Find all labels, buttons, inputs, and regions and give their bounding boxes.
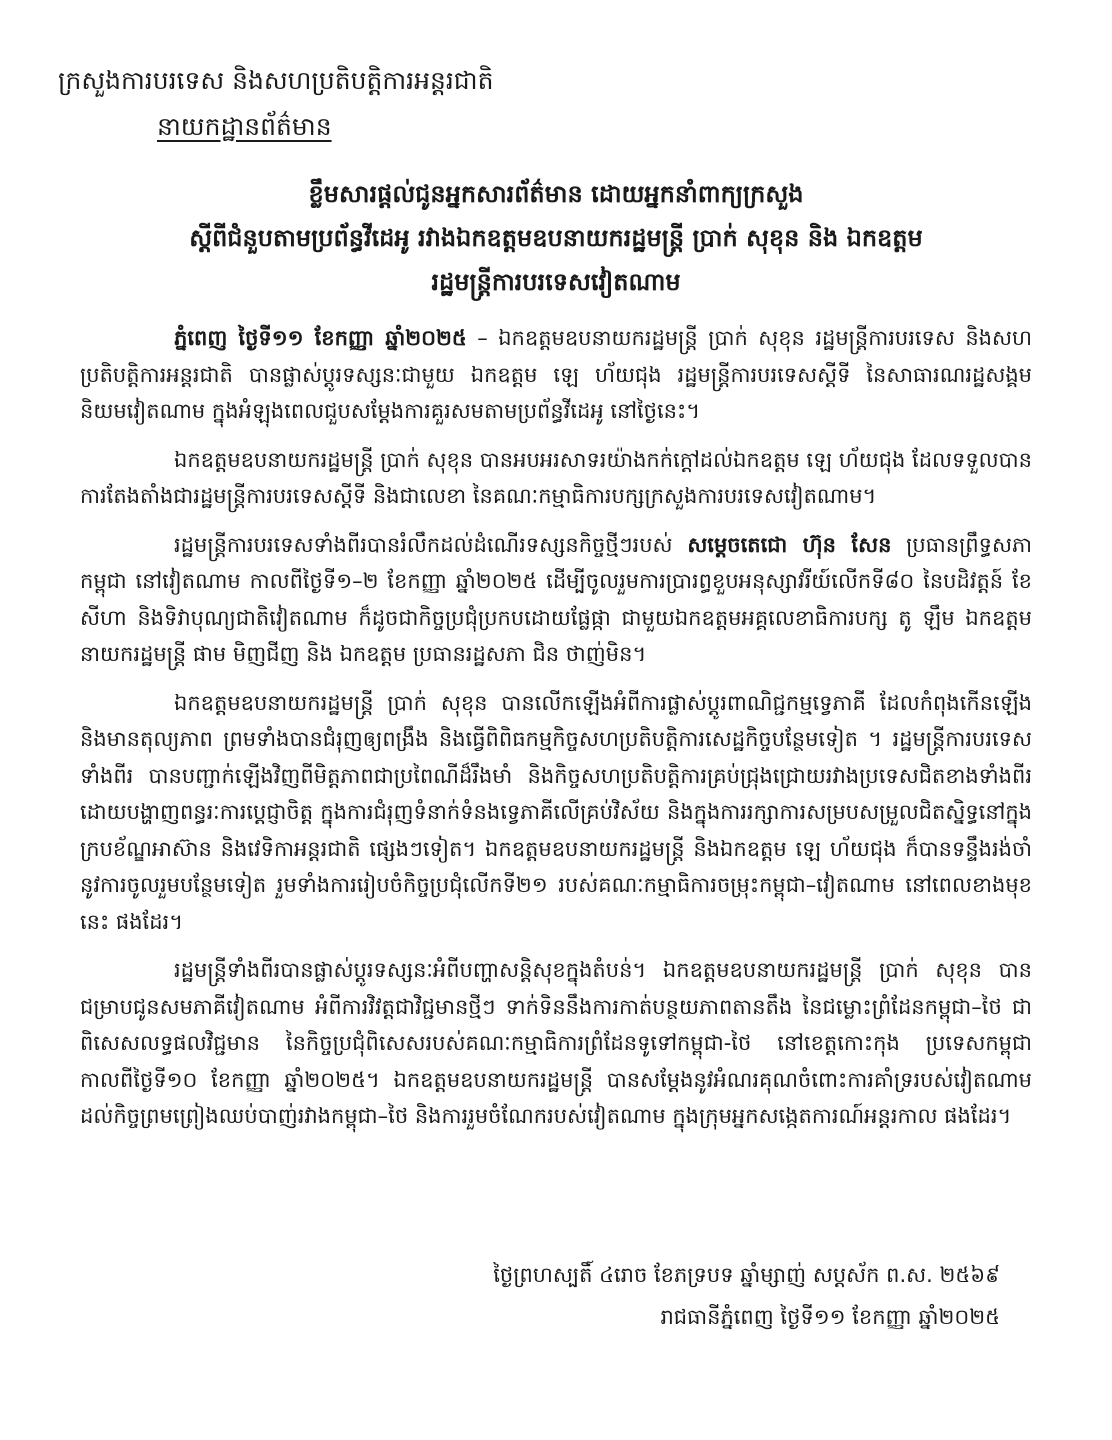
paragraph-1-text: – ឯកឧត្តមឧបនាយករដ្ឋមន្ត្រី ប្រាក់ សុខុន រដ្ឋមន្ត្រីការបរទេស និងសហប្រតិបត្តិការអន្តរជាតិ បានផ្លាស់ប្តូរទស្សនៈជាមួយ ឯកឧត្តម ឡេ ហ័យជុង រដ្ឋមន្ត្រីការបរទេសស្តីទី នៃសាធារណរដ្ឋសង្គមនិយមវៀតណាម ក្នុងអំឡុងពេលជួបសម្តែងការគួរសមតាមប្រព័ន្ធវីដេអូ នៅថ្ងៃនេះ។	[80, 326, 1032, 423]
title-line-3: រដ្ឋមន្ត្រីការបរទេសវៀតណាម	[431, 268, 681, 296]
paragraph-4: ឯកឧត្តមឧបនាយករដ្ឋមន្ត្រី ប្រាក់ សុខុន បានលើកឡើងអំពីការផ្លាស់ប្តូរពាណិជ្ជកម្មទ្វេភាគី ដែលកំពុងកើនឡើង និងមានតុល្យភាព ព្រមទាំងបានជំរុញឲ្យពង្រឹង និងធ្វើពិពិធកម្មកិច្ចសហប្រតិបត្តិការសេដ្ឋកិច្ចបន្ថែមទៀត ។ រដ្ឋមន្ត្រីការបរទេសទាំងពីរ បានបញ្ជាក់ឡើងវិញពីមិត្តភាពជាប្រពៃណីដ៏រឹងមាំ និងកិច្ចសហប្រតិបត្តិការគ្រប់ជ្រុងជ្រោយរវាងប្រទេសជិតខាងទាំងពីរ ដោយបង្ហាញពន្ធរៈការប្តេជ្ញាចិត្ត ក្នុងការជំរុញទំនាក់ទំនងទ្វេភាគីលើគ្រប់វិស័យ និងក្នុងការរក្សាការសម្របសម្រួលជិតស្និទ្ធនៅក្នុងក្របខ័ណ្ឌអាស៊ាន និងវេទិកាអន្តរជាតិ ផ្សេងៗទៀត។ ឯកឧត្តមឧបនាយករដ្ឋមន្ត្រី និងឯកឧត្តម ឡេ ហ័យជុង ក៏បានទន្ទឹងរង់ចាំនូវការចូលរួមបន្ថែមទៀត រួមទាំងការរៀបចំកិច្ចប្រជុំលើកទី២១ របស់គណៈកម្មាធិការចម្រុះកម្ពុជា–វៀតណាម នៅពេលខាងមុខនេះ ផងដែរ។	[80, 690, 1032, 934]
document-body	[80, 320, 1032, 1147]
title-line-2: ស្តីពីជំនួបតាមប្រព័ន្ធវីដេអូ រវាងឯកឧត្តមឧបនាយករដ្ឋមន្ត្រី ប្រាក់ សុខុន និង ឯកឧត្តម	[189, 224, 923, 252]
paragraph-1	[80, 320, 1032, 430]
paragraph-3	[80, 527, 1032, 673]
lunar-date: ថ្ងៃព្រហស្បតិ៍ ៤រោច ខែភទ្របទ ឆ្នាំម្សាញ់ សប្តស័ក ព.ស. ២៥៦៩	[493, 1263, 1000, 1287]
highlighted-name: សម្តេចតេជោ ហ៊ុន សែន	[687, 532, 892, 557]
dateline: ភ្នំពេញ ថ្ងៃទី១១ ខែកញ្ញា ឆ្នាំ២០២៥	[174, 326, 467, 350]
paragraph-3-text-c: ប្រធានព្រឹទ្ធសភាកម្ពុជា នៅវៀតណាម កាលពីថ្ងៃទី១–២ ខែកញ្ញា ឆ្នាំ២០២៥ ដើម្បីចូលរួមការប្រារព្ធខួបអនុស្សាវរីយ៍លើកទី៨០ នៃបដិវត្តន៍ ខែសីហា និងទិវាបុណ្យជាតិវៀតណាម ក៏ដូចជាកិច្ចប្រជុំប្រកបដោយផ្លែផ្កា ជាមួយឯកឧត្តមអគ្គលេខាធិការបក្ស តូ ឡឹម ឯកឧត្តមនាយករដ្ឋមន្ត្រី ផាម មិញជីញ និង ឯកឧត្តម ប្រធានរដ្ឋសភា ជិន ថាញ់មិន។	[80, 532, 1032, 666]
place-and-date: រាជធានីភ្នំពេញ ថ្ងៃទី១១ ខែកញ្ញា ឆ្នាំ២០២៥	[660, 1305, 1000, 1329]
paragraph-5: រដ្ឋមន្ត្រីទាំងពីរបានផ្លាស់ប្តូរទស្សនៈអំពីបញ្ហាសន្តិសុខក្នុងតំបន់។ ឯកឧត្តមឧបនាយករដ្ឋមន្ត្រី ប្រាក់ សុខុន បានជម្រាបជូនសមភាគីវៀតណាម អំពីការវិវត្តជាវិជ្ជមានថ្មីៗ ទាក់ទិននឹងការកាត់បន្ថយភាពតានតឹង នៃជម្លោះព្រំដែនកម្ពុជា–ថៃ ជាពិសេសលទ្ធផលវិជ្ជមាន នៃកិច្ចប្រជុំពិសេសរបស់គណៈកម្មាធិការព្រំដែនទូទៅកម្ពុជា-ថៃ នៅខេត្តកោះកុង ប្រទេសកម្ពុជា កាលពីថ្ងៃទី១០ ខែកញ្ញា ឆ្នាំ២០២៥។ ឯកឧត្តមឧបនាយករដ្ឋមន្ត្រី បានសម្តែងនូវអំណរគុណចំពោះការគាំទ្ររបស់វៀតណាម ដល់កិច្ចព្រមព្រៀងឈប់បាញ់រវាងកម្ពុជា–ថៃ និងការរួមចំណែករបស់វៀតណាម ក្នុងក្រុមអ្នកសង្កេតការណ៍អន្តរកាល ផងដែរ។	[80, 958, 1032, 1128]
paragraph-2: ឯកឧត្តមឧបនាយករដ្ឋមន្ត្រី ប្រាក់ សុខុន បានអបអរសាទរយ៉ាងកក់ក្តៅដល់ឯកឧត្តម ឡេ ហ័យជុង ដែលទទួលបានការតែងតាំងជារដ្ឋមន្ត្រីការបរទេសស្តីទី និងជាលេខា នៃគណៈកម្មាធិការបក្សក្រសួងការបរទេសវៀតណាម។	[80, 447, 1033, 508]
paragraph-3-text-a: រដ្ឋមន្ត្រីការបរទេសទាំងពីរបានរំលឹកដល់ដំណើរទស្សនកិច្ចថ្មីៗរបស់	[174, 532, 688, 557]
department-name: នាយកដ្ឋានព័ត៌មាន	[157, 112, 332, 141]
document-title	[150, 172, 962, 304]
ministry-name: ក្រសួងការបរទេស និងសហប្រតិបត្តិការអន្តរជាតិ	[58, 66, 494, 95]
title-line-1: ខ្លឹមសារផ្តល់ជូនអ្នកសារព័ត៌មាន ដោយអ្នកនាំពាក្យក្រសួង	[308, 180, 804, 208]
